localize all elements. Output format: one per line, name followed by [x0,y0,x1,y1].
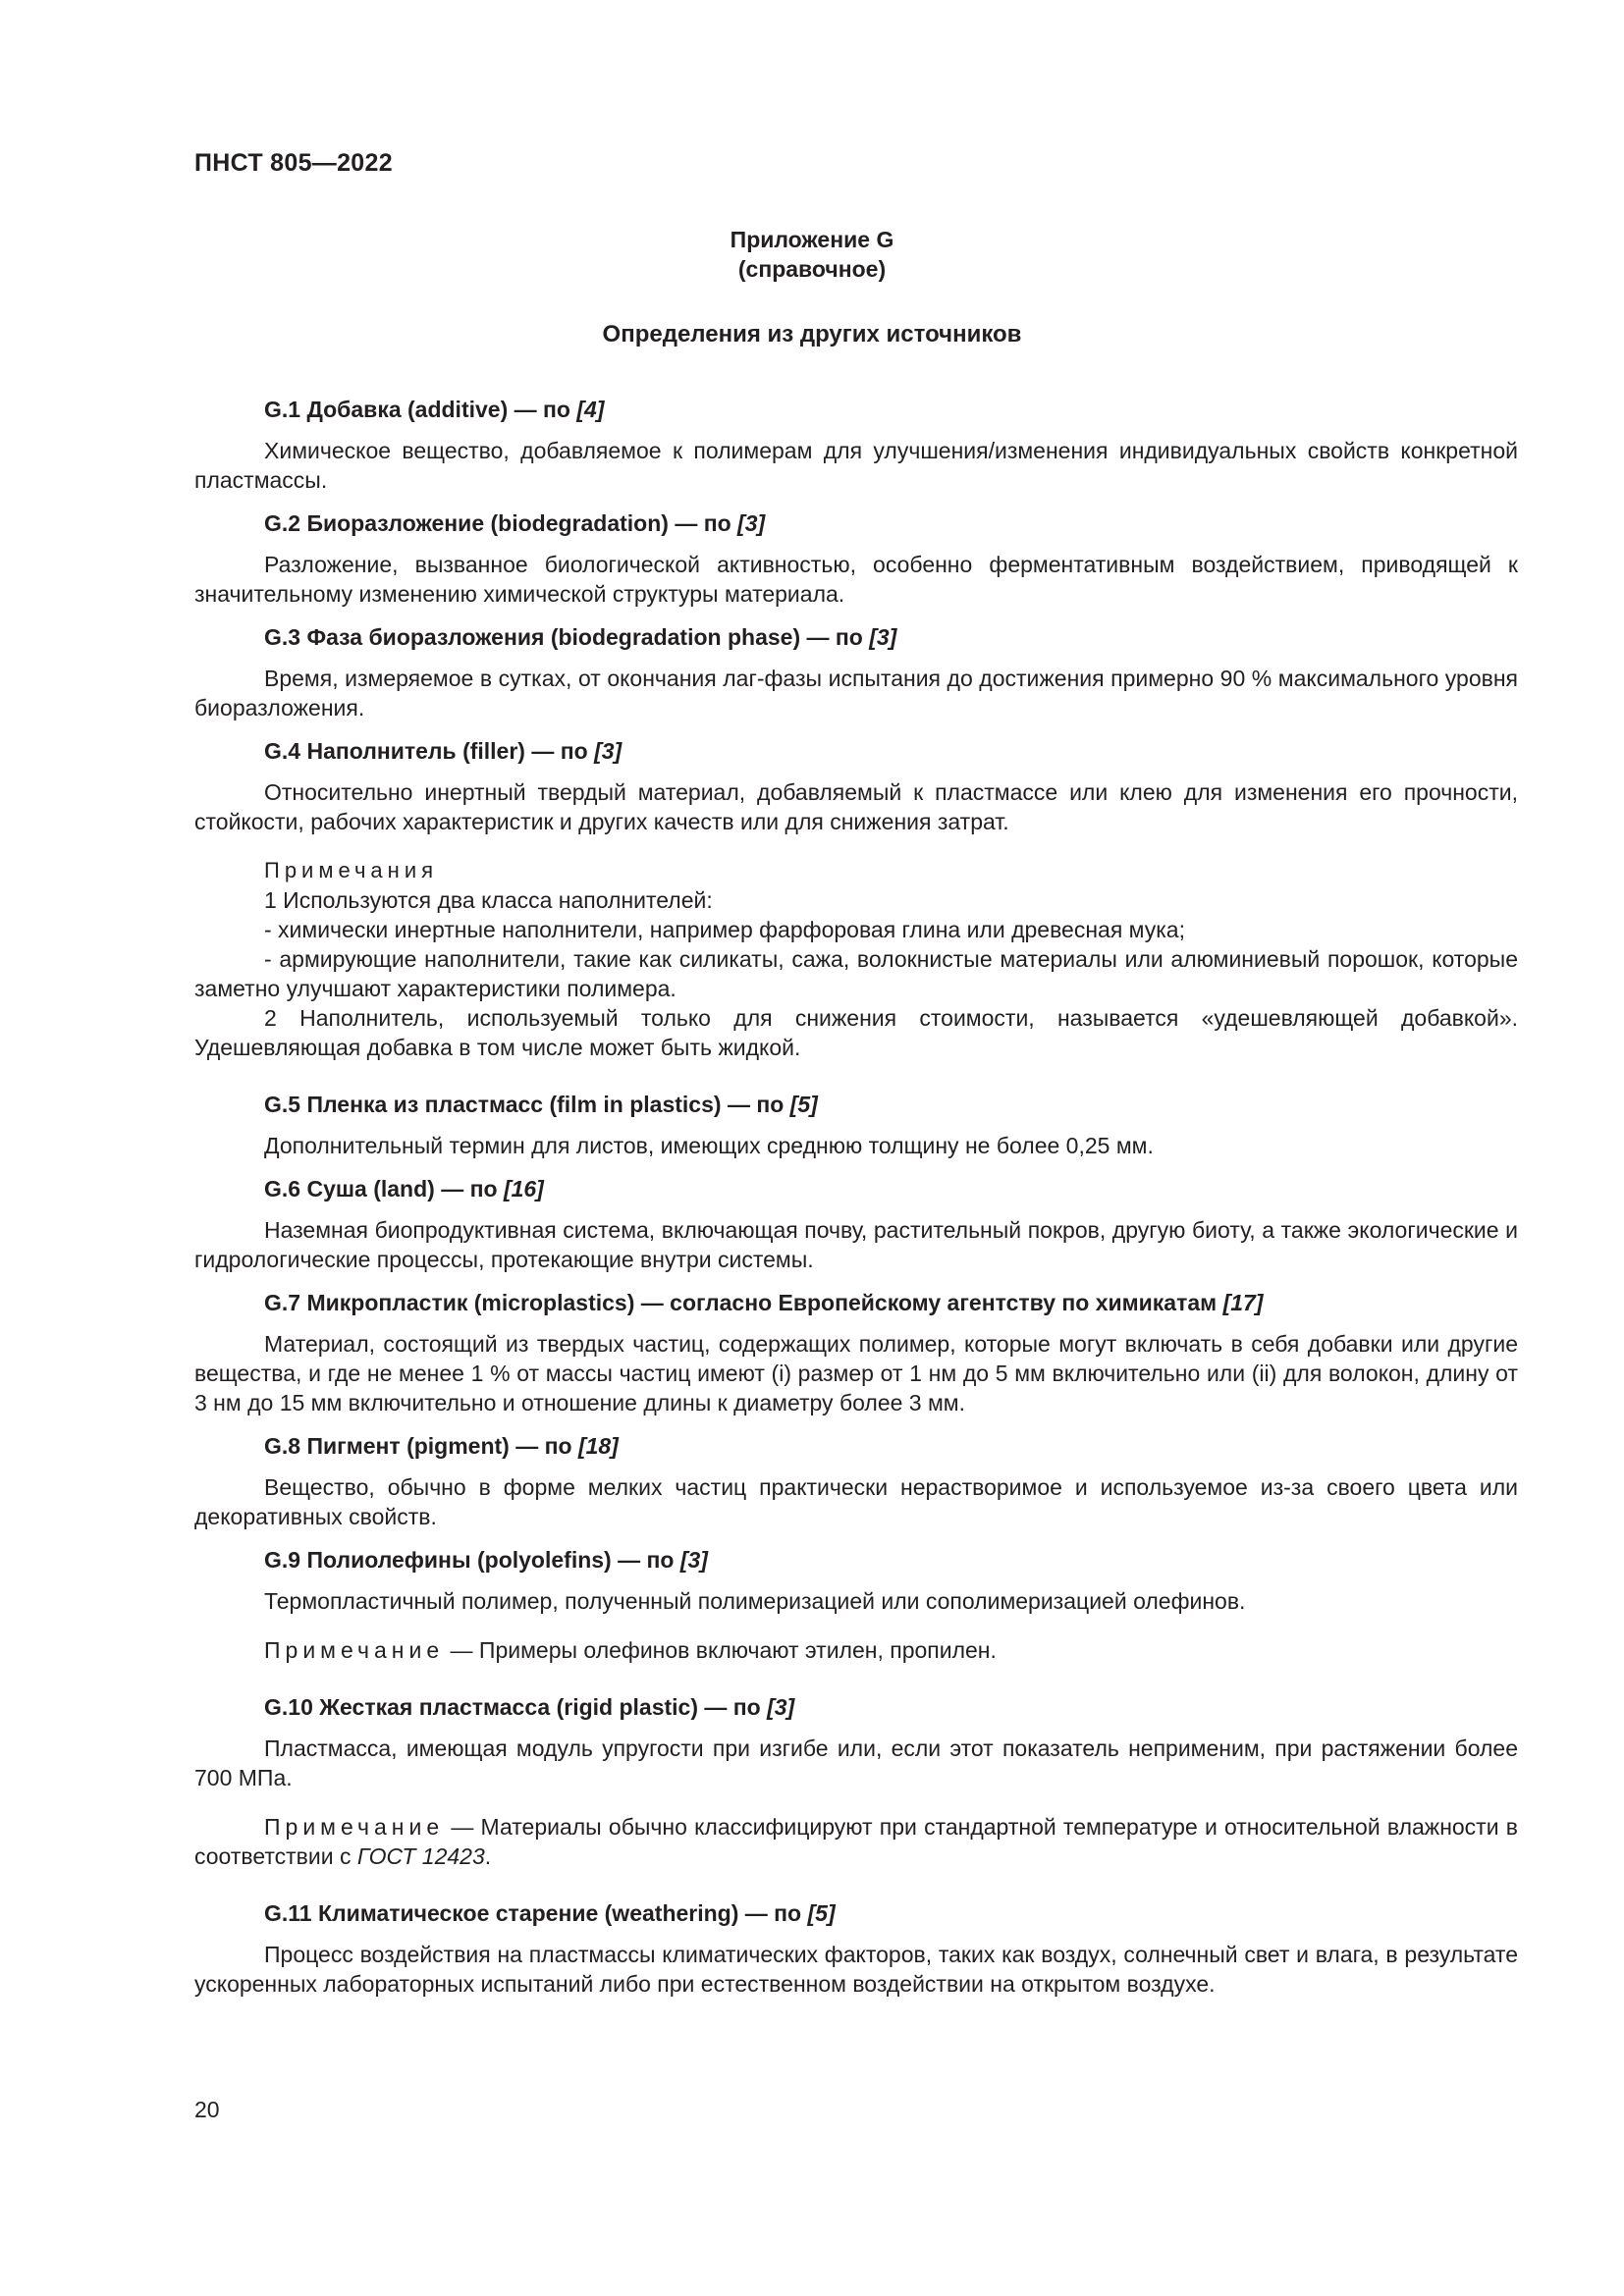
term-definition: Вещество, обычно в форме мелких частиц практически нерастворимое и используемое из-за своего цвета или декоративных свойств. [194,1474,1518,1529]
note-item: 2 Наполнитель, используемый только для снижения стоимости, называется «удешевляющей добавкой». Удешевляющая добавка в том числе может быть жидкой. [194,1005,1518,1060]
note-item: 1 Используются два класса наполнителей: [264,887,713,913]
term-definition: Термопластичный полимер, полученный полимеризацией или сополимеризацией олефинов. [264,1588,1246,1614]
note-item: - армирующие наполнители, такие как силикаты, сажа, волокнистые материалы или алюминиевый порошок, которые заметно улучшают характеристики полимера. [194,946,1518,1001]
note-inline [194,1812,1518,1871]
standard-reference: ГОСТ 12423 [356,1843,485,1869]
term-heading: G.5 Пленка из пластмасс (film in plastics) — по [5] [264,1092,818,1117]
reference-link: [3] [767,1694,795,1720]
term-heading: G.2 Биоразложение (biodegradation) — по [3] [264,510,766,536]
annex-title: Приложение G [730,227,894,252]
note-item: - химически инертные наполнители, например фарфоровая глина или древесная мука; [264,917,1185,942]
term-definition: Дополнительный термин для листов, имеющих среднюю толщину не более 0,25 мм. [264,1133,1154,1158]
reference-link: [5] [807,1900,836,1926]
reference-link: [3] [737,510,766,536]
term-heading: G.7 Микропластик (microplastics) — согласно Европейскому агентству по химикатам [17] [264,1290,1264,1315]
notes-heading: Примечания [264,858,439,882]
document-code: ПНСТ 805—2022 [194,149,393,177]
term-heading: G.6 Суша (land) — по [16] [264,1176,544,1201]
term-definition: Относительно инертный твердый материал, добавляемый к пластмассе или клею для изменения его прочности, стойкости, рабочих характеристик и других качеств или для снижения затрат. [194,779,1518,834]
note-label: Примечание [264,1814,445,1840]
annex-subtitle: (справочное) [737,256,887,282]
term-definition: Процесс воздействия на пластмассы климатических факторов, таких как воздух, солнечный свет и влага, в результате ускоренных лабораторных испытаний либо при естественном воздействии на открытом воздухе. [194,1942,1518,1997]
note-label: Примечание [264,1637,445,1663]
term-definition: Химическое вещество, добавляемое к полимерам для улучшения/изменения индивидуальных свойств конкретной пластмассы. [194,438,1518,493]
reference-link: [17] [1222,1290,1264,1315]
note-end: . [484,1843,492,1869]
reference-link: [3] [679,1547,708,1573]
note-text: — Примеры олефинов включают этилен, пропилен. [444,1637,997,1663]
section-title: Определения из других источников [602,321,1022,347]
term-heading: G.1 Добавка (additive) — по [4] [264,397,605,422]
reference-link: [4] [576,397,605,422]
term-heading: G.3 Фаза биоразложения (biodegradation phase) — по [3] [264,624,897,650]
term-heading: G.9 Полиолефины (polyolefins) — по [3] [264,1547,708,1573]
term-definition: Пластмасса, имеющая модуль упругости при изгибе или, если этот показатель неприменим, при растяжении более 700 МПа. [194,1735,1518,1790]
notes-block [194,856,1518,1062]
page-number: 20 [194,2097,220,2122]
reference-link: [18] [577,1433,619,1459]
term-heading: G.8 Пигмент (pigment) — по [18] [264,1433,619,1459]
term-heading: G.4 Наполнитель (filler) — по [3] [264,738,623,764]
reference-link: [3] [594,738,623,764]
term-heading: G.11 Климатическое старение (weathering) — по [5] [264,1900,836,1926]
reference-link: [16] [503,1176,544,1201]
term-definition: Наземная биопродуктивная система, включающая почву, растительный покров, другую биоту, а также экологические и гидрологические процессы, протекающие внутри системы. [194,1217,1518,1272]
terms-content [194,395,1518,2012]
note-inline [194,1635,1518,1665]
annex-heading [0,225,1624,284]
term-heading: G.10 Жесткая пластмасса (rigid plastic) — по [3] [264,1694,795,1720]
reference-link: [5] [789,1092,818,1117]
note-text: — Материалы обычно классифицируют при стандартной температуре и относительной влажности в соответствии с [194,1814,1518,1869]
term-definition: Материал, состоящий из твердых частиц, содержащих полимер, которые могут включать в себя добавки или другие вещества, и где не менее 1 % от массы частиц имеют (i) размер от 1 нм до 5 мм включительно или (ii) для волокон, длину от 3 нм до 15 мм включительно и отношение длины к диаметру более 3 мм. [194,1331,1518,1415]
term-definition: Разложение, вызванное биологической активностью, особенно ферментативным воздействием, приводящей к значительному изменению химической структуры материала. [194,552,1518,607]
term-definition: Время, измеряемое в сутках, от окончания лаг-фазы испытания до достижения примерно 90 % максимального уровня биоразложения. [194,666,1518,721]
reference-link: [3] [869,624,897,650]
